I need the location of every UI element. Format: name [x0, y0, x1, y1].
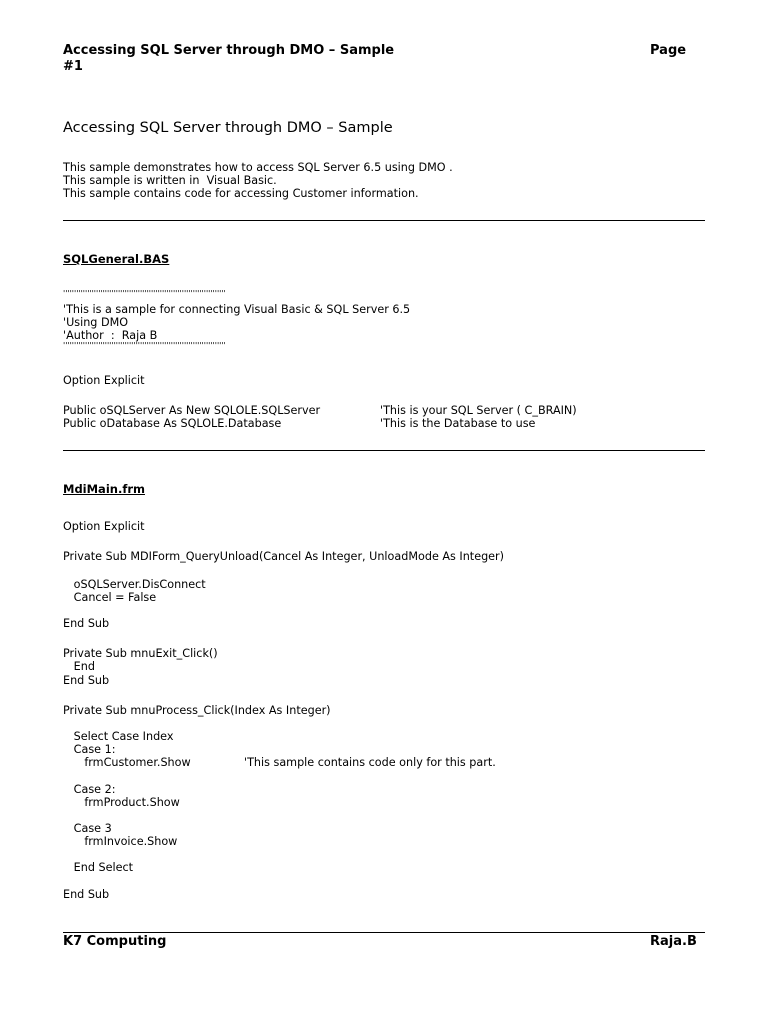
code-comment: 'This sample contains code only for this part. — [244, 756, 496, 769]
code-line: Public oDatabase As SQLOLE.Database — [63, 417, 282, 430]
code-line: End Select — [63, 861, 133, 874]
code-line: Select Case Index — [63, 730, 174, 743]
footer-right: Raja.B — [650, 934, 697, 949]
code-line: frmInvoice.Show — [63, 835, 178, 848]
code-line: Private Sub MDIForm_QueryUnload(Cancel As Integer, UnloadMode As Integer) — [63, 550, 505, 563]
code-line: End — [63, 660, 95, 673]
code-line: Case 2: — [63, 783, 116, 796]
code-line: End Sub — [63, 674, 110, 687]
code-comment: 'This is the Database to use — [380, 417, 536, 430]
divider — [63, 450, 705, 451]
code-line: Cancel = False — [63, 591, 157, 604]
code-line: frmProduct.Show — [63, 796, 180, 809]
code-comment: 'Using DMO — [63, 316, 129, 329]
code-line: Private Sub mnuExit_Click() — [63, 647, 218, 660]
footer-divider — [63, 932, 705, 933]
code-line: End Sub — [63, 888, 110, 901]
intro-line: This sample demonstrates how to access SQL Server 6.5 using DMO . — [63, 161, 453, 174]
running-header-title: Accessing SQL Server through DMO – Sample — [63, 43, 395, 58]
code-line: Option Explicit — [63, 520, 145, 533]
code-line: End Sub — [63, 617, 110, 630]
comment-dots: '''''''''''''''''''''''''''''''''''''''''''''''''''''''''''''''''''''''''' — [63, 341, 226, 350]
code-comment: 'This is a sample for connecting Visual Basic & SQL Server 6.5 — [63, 303, 411, 316]
code-line: oSQLServer.DisConnect — [63, 578, 206, 591]
code-line: Case 1: — [63, 743, 116, 756]
code-line: Public oSQLServer As New SQLOLE.SQLServer — [63, 404, 321, 417]
code-line: frmCustomer.Show — [63, 756, 191, 769]
code-line: Private Sub mnuProcess_Click(Index As Integer) — [63, 704, 331, 717]
code-line: Case 3 — [63, 822, 112, 835]
footer-left: K7 Computing — [63, 934, 167, 949]
code-line: Option Explicit — [63, 374, 145, 387]
document-title: Accessing SQL Server through DMO – Sample — [63, 120, 393, 136]
section-heading-sqlgeneral: SQLGeneral.BAS — [63, 252, 170, 266]
code-comment: 'This is your SQL Server ( C_BRAIN) — [380, 404, 577, 417]
running-header-page-number: #1 — [63, 59, 83, 74]
intro-line: This sample contains code for accessing Customer information. — [63, 187, 419, 200]
comment-dots: '''''''''''''''''''''''''''''''''''''''''''''''''''''''''''''''''''''''''' — [63, 289, 226, 298]
divider — [63, 220, 705, 221]
section-heading-mdimain: MdiMain.frm — [63, 482, 145, 496]
intro-line: This sample is written in Visual Basic. — [63, 174, 277, 187]
running-header-page-label: Page — [650, 43, 687, 58]
code-comment: 'Author : Raja B — [63, 329, 158, 342]
